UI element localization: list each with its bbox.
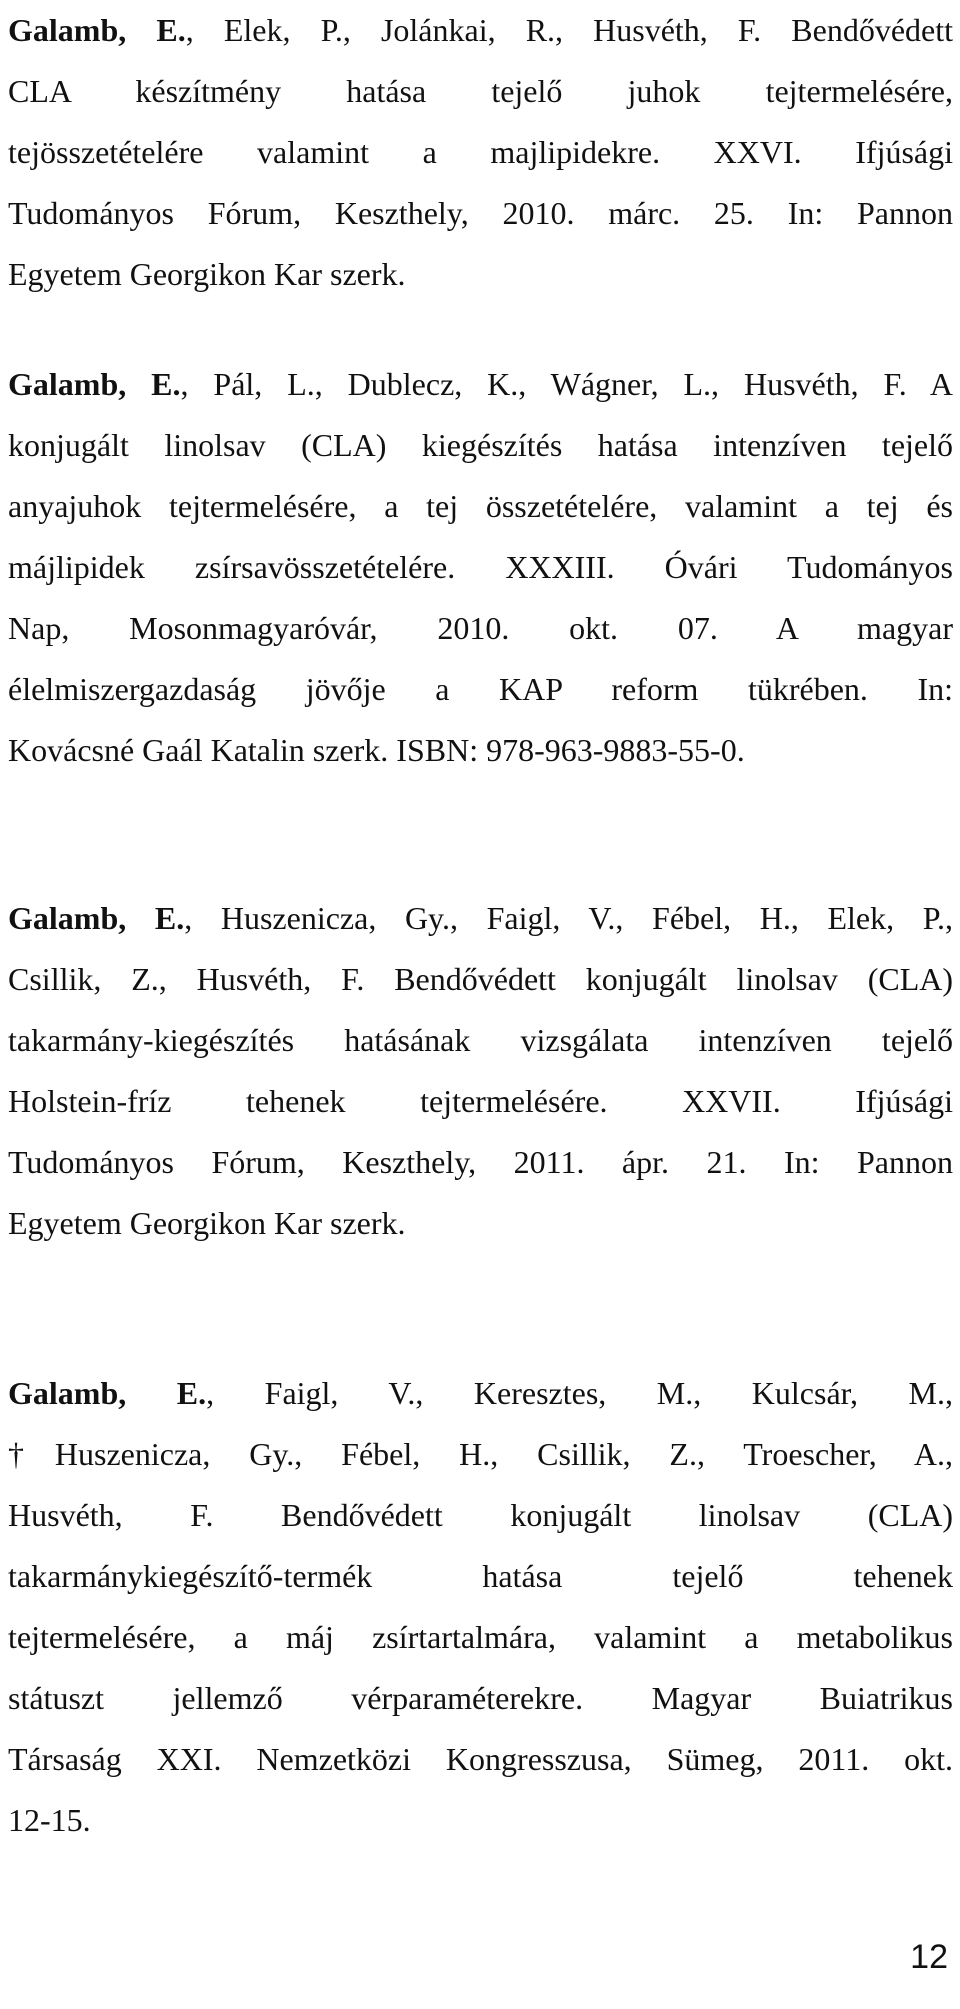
- reference-line: [8, 476, 953, 537]
- reference-text: Csillik, Z., Husvéth, F. Bendővédett konjugált linolsav (CLA): [8, 961, 953, 997]
- reference-line: [8, 1607, 953, 1668]
- reference-author-bold: Galamb, E.: [8, 900, 185, 936]
- reference-line: [8, 949, 953, 1010]
- reference-author-bold: Galamb, E.: [8, 1375, 207, 1411]
- reference-text: Tudományos Fórum, Keszthely, 2010. márc. 25. In: Pannon: [8, 195, 953, 231]
- reference-text: , Pál, L., Dublecz, K., Wágner, L., Husvéth, F. A: [180, 366, 953, 402]
- reference-line: [8, 354, 953, 415]
- reference-text: takarmánykiegészítő-termék hatása tejelő tehenek: [8, 1558, 953, 1594]
- reference-text: élelmiszergazdaság jövője a KAP reform tükrében. In:: [8, 671, 953, 707]
- reference-line: [8, 659, 953, 720]
- reference-line: [8, 244, 953, 305]
- reference-line: [8, 1363, 953, 1424]
- reference-text: 12-15.: [8, 1802, 91, 1838]
- reference-text: konjugált linolsav (CLA) kiegészítés hatása intenzíven tejelő: [8, 427, 953, 463]
- reference-line: [8, 122, 953, 183]
- reference-line: [8, 537, 953, 598]
- reference-line: [8, 1193, 953, 1254]
- reference-line: [8, 415, 953, 476]
- reference-line: [8, 183, 953, 244]
- reference-entry: [8, 888, 953, 1254]
- reference-author-bold: Galamb, E.: [8, 366, 181, 402]
- reference-text: Nap, Mosonmagyaróvár, 2010. okt. 07. A magyar: [8, 610, 953, 646]
- reference-line: [8, 1010, 953, 1071]
- reference-text: Holstein-fríz tehenek tejtermelésére. XXVII. Ifjúsági: [8, 1083, 953, 1119]
- reference-line: [8, 598, 953, 659]
- reference-text: , Faigl, V., Keresztes, M., Kulcsár, M.,: [206, 1375, 953, 1411]
- reference-text: Társaság XXI. Nemzetközi Kongresszusa, Sümeg, 2011. okt.: [8, 1741, 953, 1777]
- reference-text: †Huszenicza, Gy., Fébel, H., Csillik, Z., Troescher, A.,: [8, 1436, 953, 1472]
- reference-entry: [8, 1363, 953, 1851]
- reference-line: [8, 1485, 953, 1546]
- reference-text: CLA készítmény hatása tejelő juhok tejtermelésére,: [8, 73, 953, 109]
- reference-line: [8, 1132, 953, 1193]
- reference-author-bold: Galamb, E.: [8, 12, 186, 48]
- page-number: 12: [910, 1938, 948, 1976]
- reference-line: [8, 61, 953, 122]
- reference-text: Kovácsné Gaál Katalin szerk. ISBN: 978-963-9883-55-0.: [8, 732, 745, 768]
- reference-text: májlipidek zsírsavösszetételére. XXXIII. Óvári Tudományos: [8, 549, 953, 585]
- reference-text: státuszt jellemző vérparaméterekre. Magyar Buiatrikus: [8, 1680, 953, 1716]
- reference-line: [8, 0, 953, 61]
- reference-text: , Huszenicza, Gy., Faigl, V., Fébel, H., Elek, P.,: [184, 900, 953, 936]
- reference-line: [8, 720, 953, 781]
- reference-entry: [8, 354, 953, 781]
- reference-text: tejtermelésére, a máj zsírtartalmára, valamint a metabolikus: [8, 1619, 953, 1655]
- reference-text: , Elek, P., Jolánkai, R., Husvéth, F. Bendővédett: [185, 12, 953, 48]
- reference-text: anyajuhok tejtermelésére, a tej összetételére, valamint a tej és: [8, 488, 953, 524]
- reference-line: [8, 1790, 953, 1851]
- reference-text: takarmány-kiegészítés hatásának vizsgálata intenzíven tejelő: [8, 1022, 953, 1058]
- reference-text: tejösszetételére valamint a majlipidekre. XXVI. Ifjúsági: [8, 134, 953, 170]
- reference-entry: [8, 0, 953, 305]
- reference-text: Tudományos Fórum, Keszthely, 2011. ápr. 21. In: Pannon: [8, 1144, 953, 1180]
- reference-text: Husvéth, F. Bendővédett konjugált linolsav (CLA): [8, 1497, 953, 1533]
- reference-line: [8, 1546, 953, 1607]
- reference-text: Egyetem Georgikon Kar szerk.: [8, 256, 406, 292]
- reference-line: [8, 1668, 953, 1729]
- reference-line: [8, 1729, 953, 1790]
- reference-text: Egyetem Georgikon Kar szerk.: [8, 1205, 406, 1241]
- reference-line: [8, 1071, 953, 1132]
- reference-line: [8, 888, 953, 949]
- reference-line: [8, 1424, 953, 1485]
